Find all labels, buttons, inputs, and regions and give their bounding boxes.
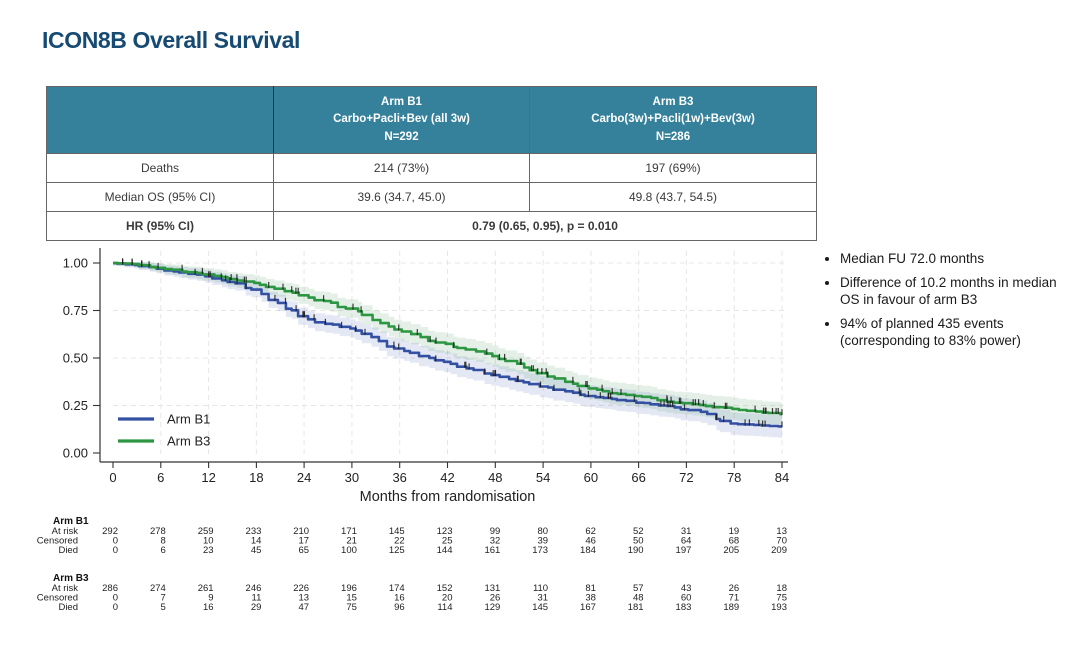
- legend-label: Arm B1: [167, 411, 211, 427]
- risk-row-label: Died: [58, 545, 78, 556]
- risk-value: 43: [680, 583, 692, 594]
- risk-row-label: At risk: [51, 583, 78, 594]
- hr-label: HR (95% CI): [47, 212, 274, 241]
- risk-value: 246: [245, 583, 262, 594]
- risk-value: 11: [251, 592, 262, 604]
- bullet-os-difference: • Difference of 10.2 months in median OS in favour of arm B3: [840, 274, 1066, 308]
- risk-value: 46: [585, 535, 596, 547]
- risk-value: 26: [489, 592, 501, 604]
- bullet-median-fu: • Median FU 72.0 months: [840, 250, 1066, 267]
- risk-value: 39: [537, 535, 549, 547]
- summary-row-deaths: [47, 154, 817, 183]
- risk-value: 14: [250, 535, 262, 547]
- risk-value: 114: [437, 602, 453, 613]
- arm-b3-title: Arm B3: [652, 96, 694, 109]
- risk-value: 125: [388, 545, 405, 556]
- risk-value: 16: [203, 602, 214, 613]
- risk-value: 50: [633, 535, 644, 547]
- deaths-b1-value: 214 (73%): [274, 154, 530, 183]
- risk-value: 17: [298, 535, 310, 547]
- x-tick-label: 66: [631, 470, 646, 485]
- risk-value: 183: [675, 602, 692, 613]
- risk-value: 47: [298, 602, 310, 613]
- risk-value: 167: [580, 602, 596, 613]
- risk-value: 21: [346, 535, 357, 547]
- risk-value: 48: [633, 592, 644, 604]
- x-tick-label: 24: [296, 470, 312, 485]
- risk-value: 205: [723, 545, 740, 556]
- risk-row-label: At risk: [51, 526, 78, 537]
- risk-value: 65: [298, 545, 310, 556]
- arm-b1-n: N=292: [384, 130, 419, 143]
- risk-value: 189: [723, 602, 740, 613]
- risk-value: 197: [675, 545, 692, 556]
- x-tick-label: 48: [488, 470, 503, 485]
- km-plot-svg: [40, 243, 830, 507]
- risk-value: 210: [293, 526, 310, 537]
- risk-value: 75: [346, 602, 357, 613]
- risk-value: 15: [346, 592, 357, 604]
- x-axis: [100, 462, 789, 505]
- risk-value: 144: [436, 545, 453, 556]
- risk-value: 96: [394, 602, 405, 613]
- km-survival-chart: [40, 243, 830, 507]
- risk-value: 209: [771, 545, 787, 556]
- risk-value: 19: [728, 526, 740, 537]
- risk-value: 0: [112, 545, 118, 556]
- arm-b1-title: Arm B1: [381, 96, 422, 109]
- risk-value: 286: [102, 583, 118, 594]
- summary-header-row: [47, 87, 817, 154]
- risk-value: 29: [250, 602, 262, 613]
- risk-value: 99: [489, 526, 501, 537]
- risk-value: 261: [197, 583, 214, 594]
- risk-value: 32: [489, 535, 501, 547]
- risk-value: 38: [585, 592, 596, 604]
- x-tick-label: 72: [679, 470, 694, 485]
- y-tick-label: 0.50: [62, 350, 88, 366]
- risk-value: 16: [394, 592, 405, 604]
- risk-value: 171: [341, 526, 357, 537]
- risk-value: 145: [388, 526, 405, 537]
- y-axis: [63, 248, 100, 462]
- risk-value: 226: [293, 583, 310, 594]
- risk-row-label: Censored: [36, 592, 78, 604]
- hr-value: 0.79 (0.65, 0.95), p = 0.010: [274, 212, 817, 241]
- risk-row-label: Died: [58, 602, 78, 613]
- risk-value: 71: [728, 592, 740, 604]
- y-tick-label: 0.75: [62, 303, 88, 318]
- y-tick-label: 1.00: [62, 255, 88, 271]
- risk-value: 26: [728, 583, 740, 594]
- risk-value: 161: [484, 545, 501, 556]
- risk-value: 292: [102, 526, 118, 537]
- x-tick-label: 54: [535, 470, 551, 485]
- risk-value: 7: [160, 592, 166, 604]
- risk-value: 60: [680, 592, 692, 604]
- risk-value: 110: [532, 583, 549, 594]
- risk-value: 20: [441, 592, 453, 604]
- summary-header-arm-b3: [530, 87, 817, 154]
- risk-value: 45: [250, 545, 262, 556]
- x-tick-label: 78: [726, 470, 742, 485]
- summary-table: [46, 86, 817, 241]
- risk-value: 68: [728, 535, 740, 547]
- summary-header-arm-b1: [274, 87, 530, 154]
- x-tick-label: 0: [109, 470, 117, 485]
- risk-value: 145: [532, 602, 549, 613]
- risk-value: 259: [197, 526, 214, 537]
- risk-value: 100: [341, 545, 357, 556]
- median-os-b3-value: 49.8 (43.7, 54.5): [530, 183, 817, 212]
- risk-value: 274: [149, 583, 166, 594]
- legend: [118, 412, 210, 449]
- risk-value: 181: [627, 602, 644, 613]
- risk-value: 10: [203, 535, 214, 547]
- summary-row-hr: [47, 212, 817, 241]
- y-tick-label: 0.00: [62, 445, 88, 461]
- summary-row-median-os: [47, 183, 817, 212]
- risk-value: 81: [585, 583, 596, 594]
- risk-value: 31: [537, 592, 549, 604]
- risk-value: 52: [633, 526, 644, 537]
- risk-table-svg: [20, 512, 830, 620]
- risk-value: 62: [585, 526, 596, 537]
- legend-label: Arm B3: [167, 433, 211, 449]
- risk-value: 70: [776, 535, 787, 547]
- risk-value: 190: [627, 545, 644, 556]
- arm-b3-n: N=286: [655, 130, 691, 143]
- x-tick-label: 12: [201, 470, 216, 485]
- risk-value: 0: [112, 592, 118, 604]
- risk-value: 8: [160, 535, 166, 547]
- risk-value: 9: [208, 592, 214, 604]
- arm-b3-regimen: Carbo(3w)+Pacli(1w)+Bev(3w): [591, 113, 755, 126]
- x-tick-label: 36: [392, 470, 407, 485]
- risk-value: 57: [633, 583, 644, 594]
- risk-value: 173: [532, 545, 549, 556]
- x-tick-label: 60: [583, 470, 599, 485]
- x-tick-label: 6: [157, 470, 165, 485]
- risk-value: 152: [436, 583, 453, 594]
- risk-value: 123: [436, 526, 453, 537]
- risk-value: 131: [484, 583, 501, 594]
- risk-value: 233: [245, 526, 262, 537]
- risk-group-label: Arm B1: [53, 516, 89, 527]
- summary-header-empty-cell: [47, 87, 274, 154]
- risk-value: 0: [112, 602, 118, 613]
- risk-value: 6: [160, 545, 166, 556]
- arm-b1-regimen: Carbo+Pacli+Bev (all 3w): [333, 113, 470, 126]
- x-tick-label: 30: [344, 470, 360, 485]
- risk-value: 193: [771, 602, 787, 613]
- risk-value: 31: [680, 526, 692, 537]
- risk-value: 25: [441, 535, 453, 547]
- risk-value: 64: [680, 535, 692, 547]
- risk-value: 75: [776, 592, 787, 604]
- page-title: ICON8B Overall Survival: [42, 27, 300, 53]
- risk-value: 5: [160, 602, 166, 613]
- number-at-risk-table: [20, 512, 830, 620]
- x-tick-label: 42: [440, 470, 455, 485]
- risk-value: 13: [776, 526, 787, 537]
- risk-row-label: Censored: [36, 535, 78, 547]
- median-os-label: Median OS (95% CI): [47, 183, 274, 212]
- risk-value: 196: [341, 583, 357, 594]
- risk-value: 18: [776, 583, 787, 594]
- risk-value: 0: [112, 535, 118, 547]
- x-tick-label: 18: [249, 470, 264, 485]
- risk-value: 174: [388, 583, 405, 594]
- deaths-label: Deaths: [47, 154, 274, 183]
- bullet-events-power: • 94% of planned 435 events (corresponding to 83% power): [840, 315, 1066, 349]
- risk-group-label: Arm B3: [53, 573, 89, 584]
- y-tick-label: 0.25: [62, 398, 88, 413]
- risk-value: 278: [149, 526, 166, 537]
- median-os-b1-value: 39.6 (34.7, 45.0): [274, 183, 530, 212]
- risk-value: 23: [203, 545, 214, 556]
- risk-value: 80: [537, 526, 549, 537]
- risk-value: 184: [580, 545, 596, 556]
- risk-value: 13: [298, 592, 310, 604]
- risk-value: 129: [484, 602, 501, 613]
- x-axis-label: Months from randomisation: [359, 489, 536, 505]
- key-findings-bullets: [824, 250, 1066, 356]
- x-tick-label: 84: [774, 470, 790, 485]
- risk-value: 22: [394, 535, 405, 547]
- deaths-b3-value: 197 (69%): [530, 154, 817, 183]
